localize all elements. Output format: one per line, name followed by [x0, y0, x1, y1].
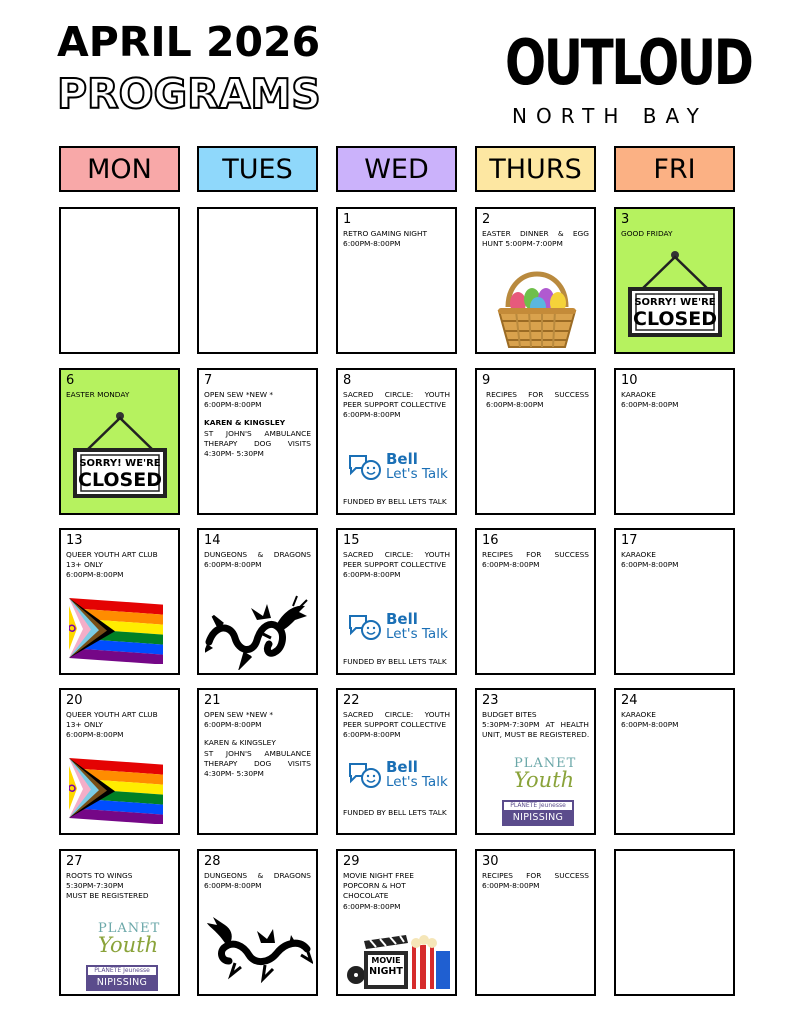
funded-note: FUNDED BY BELL LETS TALK: [343, 657, 447, 666]
planet-youth-band-bottom: NIPISSING: [512, 812, 564, 823]
outloud-logo-sub: NORTH BAY: [512, 104, 708, 128]
dragon-icon: [205, 909, 313, 985]
event-line: SACRED CIRCLE: YOUTH: [343, 550, 450, 559]
day-number: 23: [482, 693, 499, 708]
calendar-cell: [614, 688, 735, 835]
closed-sign: [71, 410, 169, 498]
calendar-cell: [197, 849, 318, 996]
event-line: EASTER DINNER & EGG: [482, 229, 589, 238]
event-text: [343, 550, 450, 581]
event-line: QUEER YOUTH ART CLUB: [66, 550, 158, 559]
event-line: 6:00PM-8:00PM: [482, 560, 540, 570]
calendar-cell: [475, 368, 596, 515]
day-number: 24: [621, 693, 638, 708]
day-number: 21: [204, 693, 221, 708]
day-number: 8: [343, 373, 352, 388]
event-line: 6:00PM-8:00PM: [204, 400, 262, 410]
day-number: 13: [66, 533, 83, 548]
event-text: [66, 710, 173, 741]
page-title: APRIL 2026: [57, 18, 321, 66]
event-line: 6:00PM-8:00PM: [204, 881, 262, 891]
event-line: KAREN & KINGSLEY: [204, 418, 286, 428]
event-line: 6:00PM-8:00PM: [621, 560, 679, 570]
day-number: 30: [482, 854, 499, 869]
event-text: [482, 550, 589, 570]
page-subtitle: PROGRAMS: [57, 70, 321, 118]
event-line: THERAPY DOG VISITS: [204, 438, 311, 448]
movie-sign-line: NIGHT: [369, 966, 403, 977]
calendar-cell: [336, 368, 457, 515]
calendar-cell-empty: [197, 207, 318, 354]
day-number: 7: [204, 373, 213, 388]
day-header-tue: [197, 146, 318, 192]
calendar-cell: [336, 528, 457, 675]
event-line: UNIT, MUST BE REGISTERED.: [482, 730, 590, 740]
event-line: MOVIE NIGHT FREE: [343, 871, 414, 880]
bell-logo-word: Bell: [386, 758, 418, 776]
day-number: 9: [482, 373, 491, 388]
event-line: PEER SUPPORT COLLECTIVE: [343, 720, 447, 730]
event-line: BUDGET BITES: [482, 710, 537, 719]
calendar-cell: [59, 849, 180, 996]
event-line: KARAOKE: [621, 710, 656, 719]
event-line: 4:30PM- 5:30PM: [204, 769, 264, 779]
progress-pride-flag-icon: [69, 752, 165, 824]
planet-youth-band-top: PLANÈTE Jeunesse: [88, 967, 156, 975]
calendar-cell-empty: [614, 849, 735, 996]
event-text: [66, 550, 173, 581]
day-number: 3: [621, 212, 630, 227]
calendar-cell-closed: [614, 207, 735, 354]
bell-lets-talk-logo: [348, 612, 448, 644]
funded-note: FUNDED BY BELL LETS TALK: [343, 497, 447, 506]
calendar-cell: [197, 368, 318, 515]
event-line: CHOCOLATE: [343, 891, 389, 901]
outloud-logo: OUTLOUD: [505, 26, 752, 99]
day-label: TUES: [222, 153, 293, 185]
bell-lets-talk-logo: [348, 452, 448, 484]
calendar-cell: [475, 528, 596, 675]
day-number: 17: [621, 533, 638, 548]
day-number: 22: [343, 693, 360, 708]
event-line: 6:00PM-8:00PM: [204, 720, 262, 730]
planet-youth-logo: [502, 756, 586, 830]
event-line: GOOD FRIDAY: [621, 229, 673, 238]
event-line: PEER SUPPORT COLLECTIVE: [343, 560, 447, 570]
event-line: 6:00PM-8:00PM: [343, 901, 401, 911]
event-line: 6:00PM-8:00PM: [66, 570, 124, 580]
day-number: 14: [204, 533, 221, 548]
event-text: [66, 871, 173, 902]
speech-bubbles-icon: [348, 760, 382, 790]
day-header-thu: [475, 146, 596, 192]
calendar-cell: [59, 688, 180, 835]
event-line: 5:30PM-7:30PM: [66, 881, 124, 891]
bell-logo-sub: Let's Talk: [386, 626, 448, 642]
event-line: QUEER YOUTH ART CLUB: [66, 710, 158, 719]
movie-sign-line: MOVIE: [371, 956, 401, 965]
event-line: DUNGEONS & DRAGONS: [204, 550, 311, 559]
event-line: RECIPES FOR SUCCESS: [482, 871, 589, 880]
bell-logo-word: Bell: [386, 450, 418, 468]
calendar-cell: [336, 849, 457, 996]
calendar-cell: [59, 528, 180, 675]
event-text: [482, 229, 589, 249]
event-line: 6:00PM-8:00PM: [343, 410, 401, 420]
bell-logo-sub: Let's Talk: [386, 774, 448, 790]
calendar-cell: [614, 368, 735, 515]
event-line: DUNGEONS & DRAGONS: [204, 871, 311, 880]
planet-youth-band-bottom: NIPISSING: [96, 977, 148, 988]
bell-logo-word: Bell: [386, 610, 418, 628]
day-label: WED: [364, 153, 429, 185]
day-number: 6: [66, 373, 75, 388]
event-line: RECIPES FOR SUCCESS: [482, 550, 589, 559]
event-line: MUST BE REGISTERED: [66, 891, 149, 901]
event-line: 6:00PM-8:00PM: [66, 730, 124, 740]
event-text: [621, 550, 728, 570]
event-line: SACRED CIRCLE: YOUTH: [343, 710, 450, 719]
event-text: [482, 871, 589, 891]
planet-youth-script: Youth: [98, 933, 159, 957]
day-label: FRI: [653, 153, 696, 185]
bell-logo-sub: Let's Talk: [386, 466, 448, 482]
event-line: PEER SUPPORT COLLECTIVE: [343, 400, 447, 410]
day-label: MON: [87, 153, 152, 185]
calendar-cell: [475, 207, 596, 354]
speech-bubbles-icon: [348, 452, 382, 482]
day-number: 2: [482, 212, 491, 227]
event-line: 6:00PM-8:00PM: [343, 570, 401, 580]
event-line: OPEN SEW *NEW *: [204, 710, 274, 719]
event-line: RECIPES FOR SUCCESS: [486, 390, 589, 399]
event-line: 6:00PM-8:00PM: [343, 730, 401, 740]
speech-bubbles-icon: [348, 612, 382, 642]
event-line: HUNT 5:00PM-7:00PM: [482, 239, 563, 249]
event-line: POPCORN & HOT: [343, 881, 406, 891]
planet-youth-band-top: PLANÈTE Jeunesse: [504, 802, 572, 810]
day-header-wed: [336, 146, 457, 192]
day-label: THURS: [489, 153, 582, 185]
closed-sign: [626, 249, 724, 337]
day-header-fri: [614, 146, 735, 192]
event-text: [621, 229, 728, 239]
progress-pride-flag-icon: [69, 592, 165, 664]
event-line: 6:00PM-8:00PM: [621, 400, 679, 410]
event-line: 5:30PM-7:30PM AT HEALTH: [482, 720, 589, 730]
event-line: 6:00PM-8:00PM: [482, 881, 540, 891]
event-line: EASTER MONDAY: [66, 390, 130, 399]
event-text: [66, 390, 173, 400]
calendar-cell: [336, 688, 457, 835]
calendar-cell: [197, 688, 318, 835]
day-number: 20: [66, 693, 83, 708]
event-text: [343, 229, 450, 249]
sign-line: SORRY! WE'RE: [79, 458, 161, 469]
event-line: ST JOHN'S AMBULANCE: [204, 428, 311, 438]
event-line: KARAOKE: [621, 550, 656, 559]
day-header-mon: [59, 146, 180, 192]
event-line: 6:00PM-8:00PM: [486, 400, 544, 410]
calendar-cell: [475, 849, 596, 996]
event-text: [204, 871, 311, 891]
movie-night-graphic: [346, 931, 454, 993]
bell-lets-talk-logo: [348, 760, 448, 792]
event-line: SACRED CIRCLE: YOUTH: [343, 390, 450, 399]
event-line: 6:00PM-8:00PM: [343, 239, 401, 249]
event-line: ROOTS TO WINGS: [66, 871, 133, 880]
planet-youth-script: Youth: [514, 768, 575, 792]
event-line: 13+ ONLY: [66, 560, 103, 570]
planet-youth-band: [86, 965, 158, 991]
event-line: ST JOHN'S AMBULANCE: [204, 748, 311, 758]
day-number: 29: [343, 854, 360, 869]
event-line: 4:30PM- 5:30PM: [204, 449, 264, 459]
calendar-cell: [336, 207, 457, 354]
planet-youth-word: PLANET: [514, 756, 577, 771]
sign-line: CLOSED: [633, 308, 717, 330]
event-line: 13+ ONLY: [66, 720, 103, 730]
day-number: 16: [482, 533, 499, 548]
event-line: OPEN SEW *NEW *: [204, 390, 274, 399]
calendar-cell: [614, 528, 735, 675]
day-number: 28: [204, 854, 221, 869]
event-line: 6:00PM-8:00PM: [621, 720, 679, 730]
event-line: THERAPY DOG VISITS: [204, 758, 311, 768]
planet-youth-logo: [86, 921, 170, 995]
calendar-cell-closed: [59, 368, 180, 515]
event-text: [204, 390, 311, 459]
event-text: [343, 390, 450, 421]
calendar-cell: [197, 528, 318, 675]
event-line: KARAOKE: [621, 390, 656, 399]
day-number: 1: [343, 212, 352, 227]
event-text: [621, 390, 728, 410]
event-text: [482, 710, 589, 741]
day-number: 27: [66, 854, 83, 869]
event-text: [343, 710, 450, 741]
planet-youth-word: PLANET: [98, 921, 161, 936]
calendar-cell: [475, 688, 596, 835]
event-text: [621, 710, 728, 730]
event-text: [204, 550, 311, 570]
calendar-cell-empty: [59, 207, 180, 354]
dragon-icon: [205, 594, 311, 670]
event-text: [204, 710, 311, 779]
event-line: 6:00PM-8:00PM: [204, 560, 262, 570]
sign-line: SORRY! WE'RE: [634, 297, 716, 308]
event-line: RETRO GAMING NIGHT: [343, 229, 428, 238]
easter-basket-icon: [496, 259, 578, 351]
event-line: KAREN & KINGSLEY: [204, 738, 276, 748]
event-text: [343, 871, 450, 912]
day-number: 15: [343, 533, 360, 548]
event-text: [486, 390, 589, 410]
day-number: 10: [621, 373, 638, 388]
sign-line: CLOSED: [78, 469, 162, 491]
funded-note: FUNDED BY BELL LETS TALK: [343, 808, 447, 817]
planet-youth-band: [502, 800, 574, 826]
